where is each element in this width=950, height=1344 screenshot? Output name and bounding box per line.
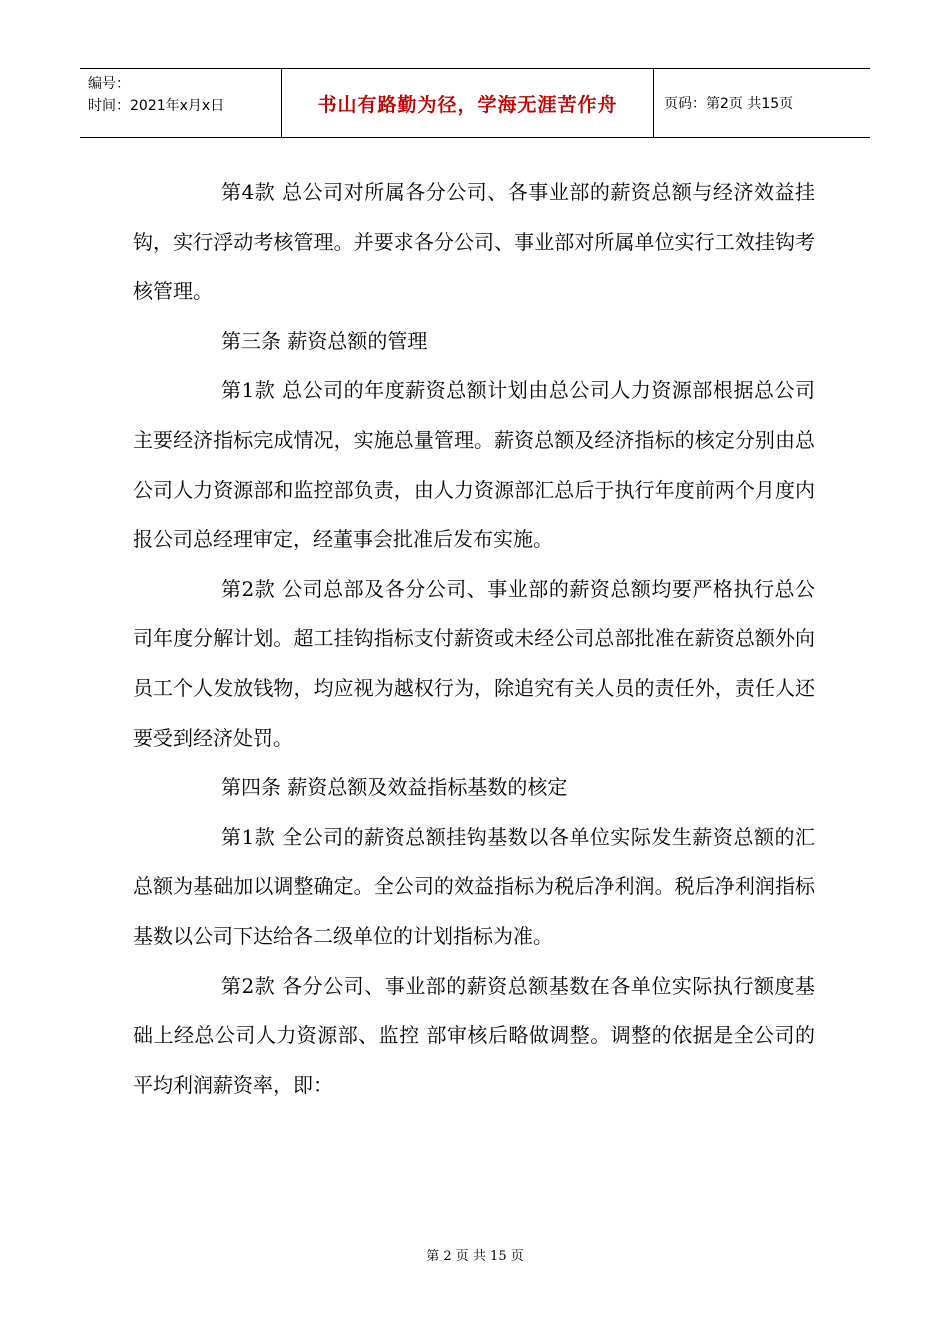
paragraph: 第2款 各分公司、事业部的薪资总额基数在各单位实际执行额度基础上经总公司人力资源部、监控 部审核后略做调整。调整的依据是全公司的平均利润薪资率，即： [133,973,815,1097]
section-heading: 第三条 薪资总额的管理 [221,328,428,353]
paragraph: 第2款 公司总部及各分公司、事业部的薪资总额均要严格执行总公司年度分解计划。超工挂钩指标支付薪资或未经公司总部批准在薪资总额外向员工个人发放钱物，均应视为越权行为，除追究有关人员的责任外，责任人还要受到经济处罚。 [133,576,815,750]
document-body [133,168,815,1110]
page-header [80,68,870,138]
page-footer: 第 2 页 共 15 页 [426,1249,524,1264]
number-label: 编号： [88,76,130,92]
header-motto: 书山有路勤为径，学海无涯苦作舟 [282,69,654,137]
paragraph: 第4款 总公司对所属各分公司、各事业部的薪资总额与经济效益挂钩，实行浮动考核管理。并要求各分公司、事业部对所属单位实行工效挂钩考核管理。 [133,180,815,304]
paragraph: 第1款 总公司的年度薪资总额计划由总公司人力资源部根据总公司主要经济指标完成情况，实施总量管理。薪资总额及经济指标的核定分别由总公司人力资源部和监控部负责，由人力资源部汇总后于执行年度前两个月度内报公司总经理审定，经董事会批准后发布实施。 [133,378,815,552]
time-label: 时间：2021年x月x日 [88,98,225,114]
paragraph: 第1款 全公司的薪资总额挂钩基数以各单位实际发生薪资总额的汇总额为基础加以调整确定。全公司的效益指标为税后净利润。税后净利润指标基数以公司下达给各二级单位的计划指标为准。 [133,824,815,948]
header-page-info: 页码：第2页 共15页 [664,96,794,112]
header-meta [80,69,282,137]
section-heading: 第四条 薪资总额及效益指标基数的核定 [221,775,568,800]
